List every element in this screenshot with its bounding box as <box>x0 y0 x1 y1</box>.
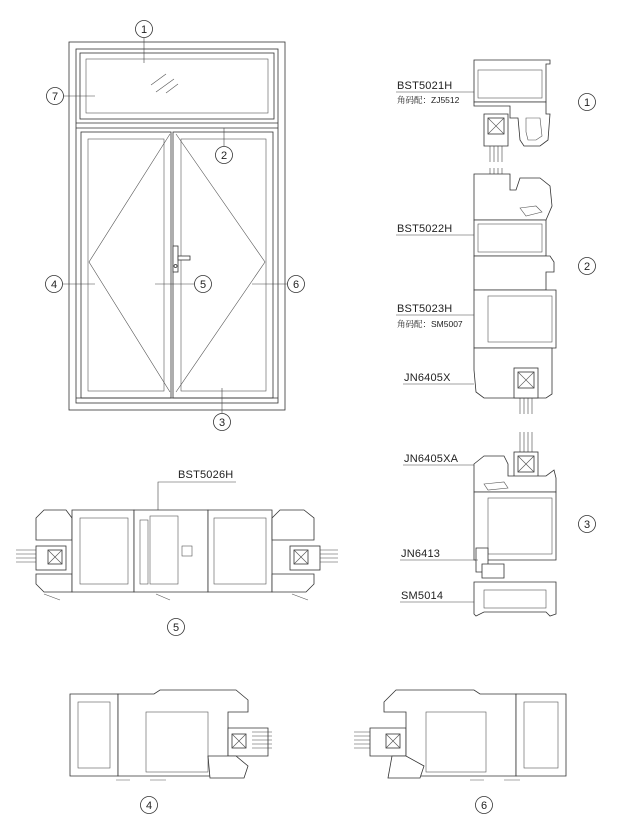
corner-note-sm5007: 角码配：SM5007 <box>397 319 463 329</box>
section-4-profile <box>70 690 272 780</box>
svg-text:6: 6 <box>292 279 300 291</box>
section-5-profile <box>16 510 338 600</box>
svg-text:7: 7 <box>51 91 59 103</box>
svg-text:3: 3 <box>218 417 226 429</box>
label-bst5026h: BST5026H <box>178 469 234 481</box>
svg-text:6: 6 <box>480 800 488 812</box>
marker-2-section <box>579 258 596 275</box>
marker-5-elevation <box>195 276 212 293</box>
section-2-profile <box>474 168 556 414</box>
svg-text:1: 1 <box>140 24 148 36</box>
marker-2-elevation <box>216 147 233 164</box>
svg-text:1: 1 <box>583 97 591 109</box>
label-bst5021h: BST5021H <box>397 80 453 92</box>
marker-3-elevation <box>214 414 231 431</box>
svg-text:4: 4 <box>50 279 58 291</box>
marker-6-elevation <box>288 276 305 293</box>
corner-note-zj5512: 角码配：ZJ5512 <box>397 95 460 105</box>
svg-text:2: 2 <box>220 150 228 162</box>
marker-7-elevation <box>47 88 64 105</box>
marker-3-section <box>579 516 596 533</box>
label-jn6405x: JN6405X <box>404 372 451 384</box>
door-elevation <box>69 42 285 410</box>
label-jn6413: JN6413 <box>401 548 441 560</box>
marker-6-section <box>476 797 493 814</box>
svg-text:3: 3 <box>583 519 591 531</box>
label-sm5014: SM5014 <box>401 590 444 602</box>
svg-text:5: 5 <box>199 279 207 291</box>
label-jn6405xa: JN6405XA <box>404 453 459 465</box>
svg-text:2: 2 <box>583 261 591 273</box>
marker-4-section <box>141 797 158 814</box>
label-bst5022h: BST5022H <box>397 223 453 235</box>
marker-5-section <box>168 619 185 636</box>
svg-text:4: 4 <box>145 800 153 812</box>
marker-1-section <box>579 94 596 111</box>
label-bst5023h: BST5023H <box>397 303 453 315</box>
section-1-profile <box>474 60 550 162</box>
section-6-profile <box>354 690 566 780</box>
marker-4-elevation <box>46 276 63 293</box>
section-3-profile <box>474 432 556 616</box>
svg-text:5: 5 <box>172 622 180 634</box>
marker-1-elevation <box>136 21 153 38</box>
